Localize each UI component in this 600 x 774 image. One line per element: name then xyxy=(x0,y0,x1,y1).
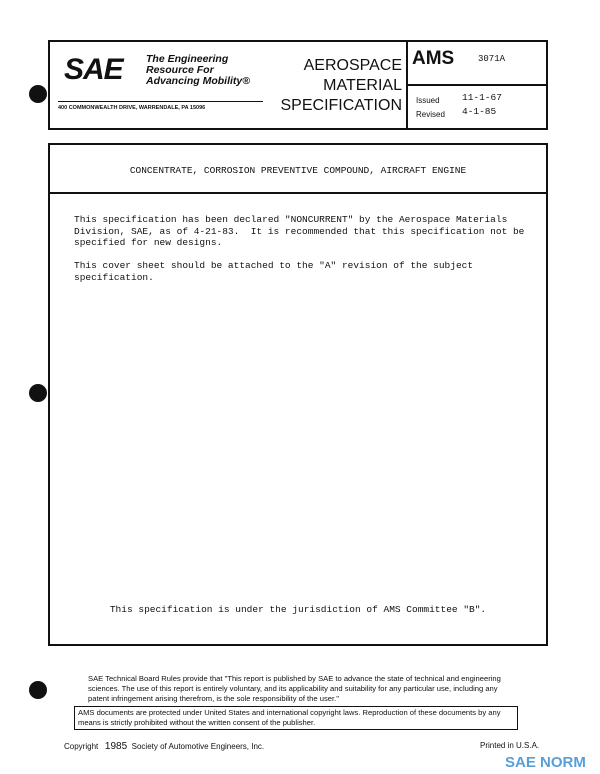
issued-date: 11-1-67 xyxy=(462,92,502,103)
doc-type-line: SPECIFICATION xyxy=(280,97,402,114)
issued-label: Issued xyxy=(416,96,440,105)
punch-hole xyxy=(29,384,47,402)
copyright-line xyxy=(64,741,264,752)
tagline-line: The Engineering xyxy=(146,53,229,65)
doc-type-line: MATERIAL xyxy=(323,77,402,94)
revised-date: 4-1-85 xyxy=(462,106,497,117)
printed-in: Printed in U.S.A. xyxy=(480,741,540,750)
punch-hole xyxy=(29,681,47,699)
tagline-line: Advancing Mobility® xyxy=(146,75,250,87)
doc-type-line: AEROSPACE xyxy=(303,57,402,74)
punch-hole xyxy=(29,85,47,103)
sae-norm-watermark: SAE NORM xyxy=(505,754,586,771)
copyright-year: 1985 xyxy=(104,741,128,752)
jurisdiction: This specification is under the jurisdiction of AMS Committee "B". xyxy=(109,604,487,615)
tagline-line: Resource For xyxy=(146,64,214,76)
header-box xyxy=(48,40,548,130)
doc-type xyxy=(272,56,402,116)
revised-label: Revised xyxy=(416,110,445,119)
copyright-holder: Society of Automotive Engineers, Inc. xyxy=(131,742,265,751)
spec-title: CONCENTRATE, CORROSION PREVENTIVE COMPOUND, AIRCRAFT ENGINE xyxy=(129,165,467,176)
address: 400 COMMONWEALTH DRIVE, WARRENDALE, PA 15096 xyxy=(58,101,263,111)
main-box xyxy=(48,143,548,646)
ams-label: AMS xyxy=(412,48,455,69)
board-rules: SAE Technical Board Rules provide that "This report is published by SAE to advance the state of technical and engineering sciences. The use of this report is entirely voluntary, and its applicability and suitability for any particular use, including any patent infringement arising therefrom, is the sole responsibility of the user." xyxy=(88,674,501,703)
copyright-label: Copyright xyxy=(64,742,99,751)
ams-number: 3071A xyxy=(478,54,506,64)
tagline xyxy=(146,54,250,87)
paragraph-cover-sheet: This cover sheet should be attached to the "A" revision of the subject specification. xyxy=(74,260,474,283)
paragraph-noncurrent: This specification has been declared "NONCURRENT" by the Aerospace Materials Division, SAE, as of 4-21-83. It is recommended that this specification not be specified for new designs. xyxy=(74,214,525,248)
copyright-notice: AMS documents are protected under United States and international copyright laws. Reproduction of these documents by any means is strictly prohibited without the written consent of the publisher. xyxy=(74,706,518,730)
sae-logo: SAE xyxy=(64,53,123,86)
